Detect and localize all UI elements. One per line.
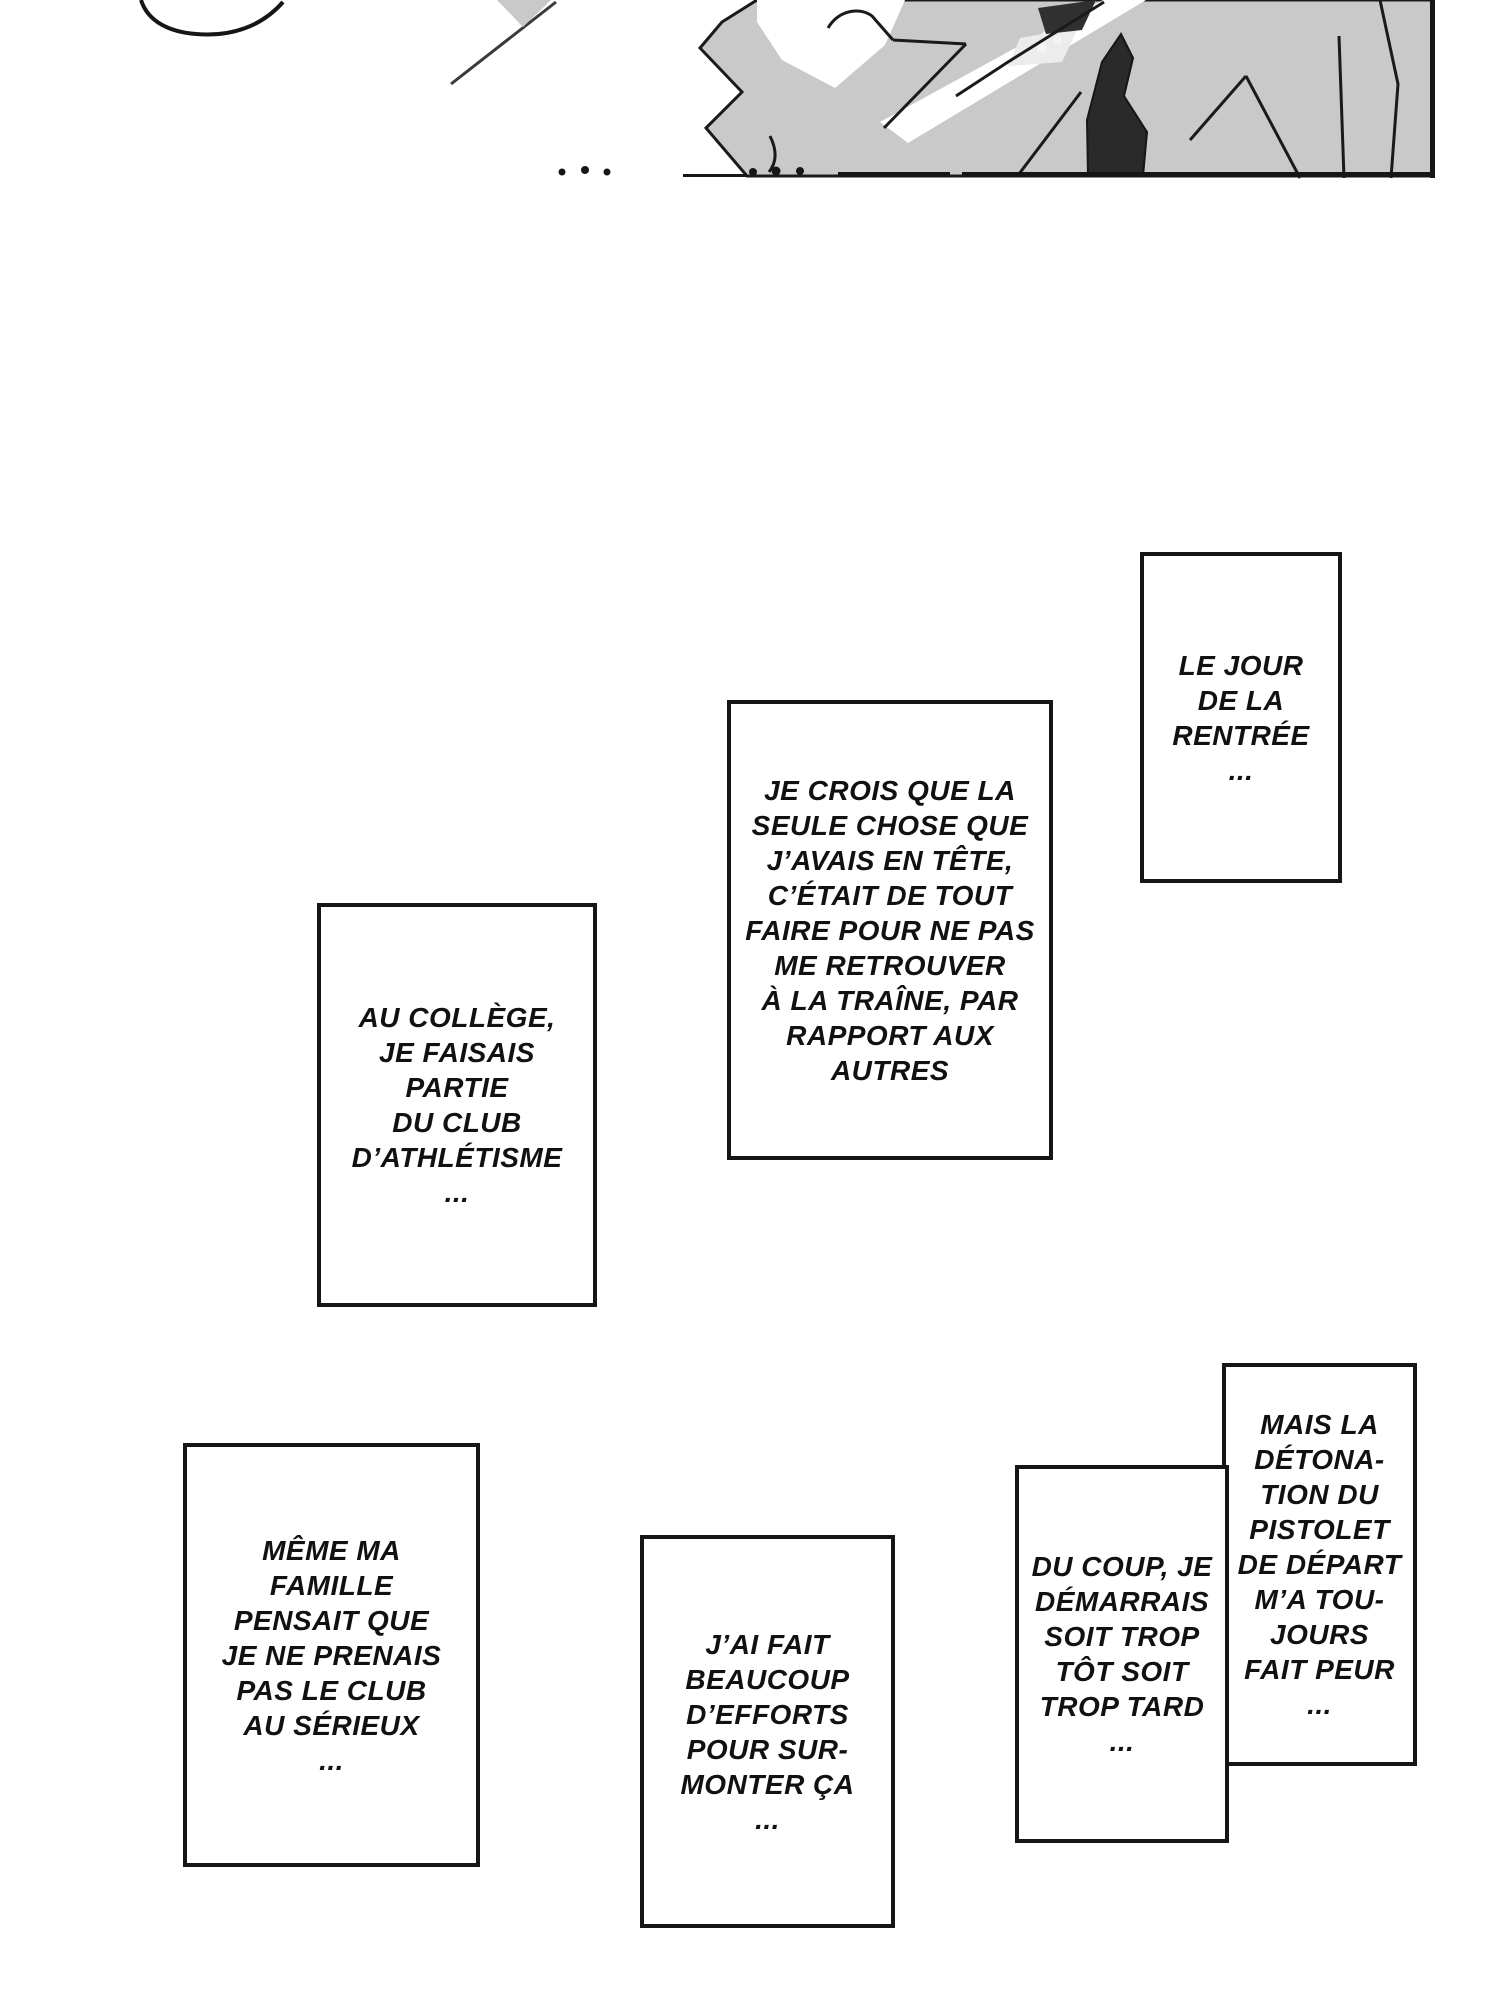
caption-line: J’AVAIS EN TÊTE, (766, 844, 1014, 876)
caption-line: SOIT TROP (1044, 1621, 1200, 1652)
caption-line: DE DÉPART (1237, 1549, 1402, 1580)
panel-edge-right (1430, 0, 1435, 178)
caption-line: AU COLLÈGE, (358, 1002, 556, 1033)
caption-text (1019, 1549, 1225, 1759)
caption-line: AU SÉRIEUX (243, 1709, 420, 1741)
caption-line: D’ATHLÉTISME (351, 1142, 563, 1173)
caption-line: FAIT PEUR (1244, 1654, 1395, 1685)
caption-line: JE NE PRENAIS (221, 1639, 442, 1671)
caption-box-du-coup-je-demarrais (1015, 1465, 1229, 1843)
caption-line: D’EFFORTS (686, 1698, 849, 1730)
caption-line: ... (1109, 1726, 1135, 1757)
caption-box-mais-la-detonation-du-pistolet (1222, 1363, 1417, 1766)
caption-box-je-crois-que-la-seule-chose (727, 700, 1053, 1160)
balloon-arc (141, 0, 283, 34)
top-artwork-panel (0, 0, 1500, 190)
caption-line: PISTOLET (1249, 1514, 1390, 1545)
caption-line: À LA TRAÎNE, PAR (761, 984, 1019, 1016)
caption-text (187, 1533, 476, 1778)
caption-line: SEULE CHOSE QUE (751, 809, 1029, 841)
caption-line: POUR SUR- (686, 1733, 849, 1765)
caption-text (321, 1000, 593, 1210)
caption-text (644, 1627, 891, 1837)
caption-line: TROP TARD (1039, 1691, 1205, 1722)
caption-line: JE CROIS QUE LA (764, 774, 1016, 806)
caption-line: PAS LE CLUB (236, 1674, 427, 1706)
caption-line: J’AI FAIT (705, 1628, 830, 1660)
caption-line: BEAUCOUP (685, 1663, 850, 1695)
caption-line: MÊME MA (262, 1534, 401, 1566)
caption-line: TÔT SOIT (1055, 1656, 1189, 1687)
caption-line: JOURS (1270, 1619, 1369, 1650)
caption-line: DÉMARRAIS (1034, 1586, 1210, 1617)
caption-line: TION DU (1260, 1479, 1379, 1510)
caption-line: JE FAISAIS (379, 1037, 535, 1068)
caption-box-le-jour-de-la-rentree (1140, 552, 1342, 883)
caption-line: FAIRE POUR NE PAS (745, 914, 1035, 946)
caption-box-jai-fait-beaucoup-defforts (640, 1535, 895, 1928)
caption-line: C’ÉTAIT DE TOUT (767, 879, 1013, 911)
caption-text (1144, 648, 1338, 788)
caption-line: ... (1228, 754, 1254, 786)
caption-line: PENSAIT QUE (233, 1604, 430, 1636)
caption-text (1226, 1407, 1413, 1722)
speck (1054, 36, 1062, 44)
caption-line: FAMILLE (269, 1569, 394, 1601)
caption-line: RAPPORT AUX (786, 1019, 994, 1051)
caption-line: RENTRÉE (1172, 719, 1310, 751)
caption-line: MONTER ÇA (680, 1768, 855, 1800)
caption-line: DÉTONA- (1254, 1444, 1385, 1475)
panel-bottom-line (838, 172, 950, 177)
panel-bottom-line (962, 172, 1435, 177)
caption-line: DU COUP, JE (1031, 1551, 1213, 1582)
caption-line: DU CLUB (392, 1107, 522, 1138)
debris-line (451, 2, 556, 84)
caption-line: LE JOUR (1178, 649, 1304, 681)
caption-line: PARTIE (405, 1072, 509, 1103)
caption-line: MAIS LA (1260, 1409, 1379, 1440)
caption-line: ... (1307, 1689, 1332, 1720)
caption-box-au-college-club-athletisme (317, 903, 597, 1307)
panel-bottom-line (683, 174, 747, 177)
caption-line: DE LA (1197, 684, 1285, 716)
caption-line: ME RETROUVER (774, 949, 1006, 981)
caption-line: ... (319, 1744, 344, 1776)
caption-line: AUTRES (830, 1054, 950, 1086)
caption-box-meme-ma-famille (183, 1443, 480, 1867)
caption-line: M’A TOU- (1254, 1584, 1385, 1615)
caption-text (731, 773, 1049, 1088)
caption-line: ... (755, 1803, 780, 1835)
caption-line: ... (444, 1177, 470, 1208)
